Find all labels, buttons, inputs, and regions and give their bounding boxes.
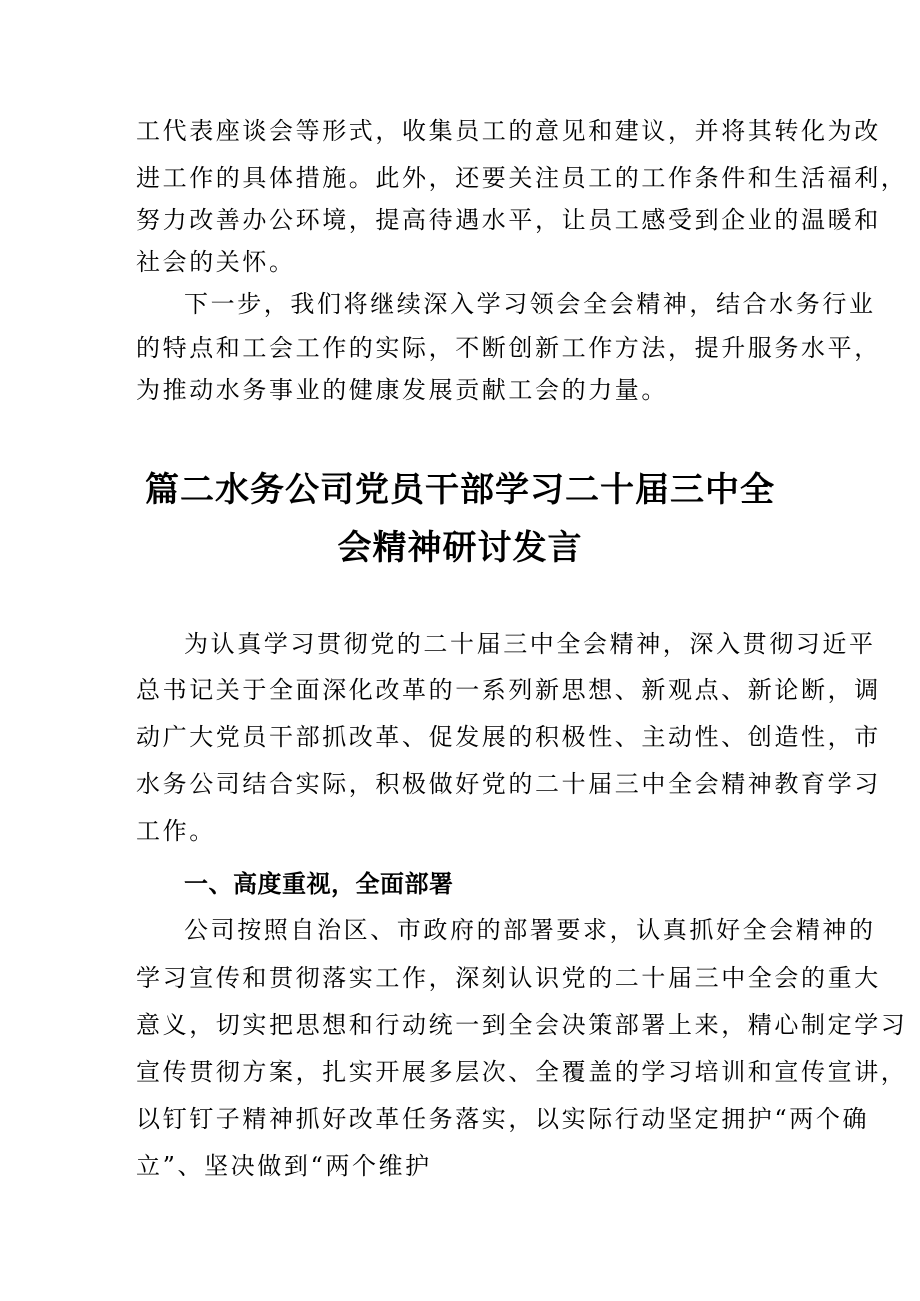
paragraph-line: 以钉钉子精神抓好改革任务落实，以实际行动坚定拥护“两个确 <box>136 1105 870 1133</box>
paragraph-line: 水务公司结合实际，积极做好党的二十届三中全会精神教育学习 <box>136 770 881 798</box>
paragraph-line: 立”、坚决做到“两个维护 <box>136 1152 432 1180</box>
paragraph-line: 为认真学习贯彻党的二十届三中全会精神，深入贯彻习近平 <box>184 630 876 658</box>
paragraph-line: 努力改善办公环境，提高待遇水平，让员工感受到企业的温暖和 <box>136 206 881 234</box>
article-title-line-2: 会精神研讨发言 <box>337 528 583 568</box>
paragraph-line: 的特点和工会工作的实际，不断创新工作方法，提升服务水平， <box>136 334 881 362</box>
paragraph-line: 意义，切实把思想和行动统一到全会决策部署上来，精心制定学习 <box>136 1011 908 1039</box>
paragraph-line: 进工作的具体措施。此外，还要关注员工的工作条件和生活福利， <box>136 164 908 192</box>
paragraph-line: 工作。 <box>136 817 216 845</box>
section-heading: 一、高度重视，全面部署 <box>184 870 454 898</box>
paragraph-line: 动广大党员干部抓改革、促发展的积极性、主动性、创造性，市 <box>136 723 881 751</box>
paragraph-line: 学习宣传和贯彻落实工作，深刻认识党的二十届三中全会的重大 <box>136 964 881 992</box>
paragraph-line: 总书记关于全面深化改革的一系列新思想、新观点、新论断，调 <box>136 676 881 704</box>
paragraph-line: 工代表座谈会等形式，收集员工的意见和建议，并将其转化为改 <box>136 117 881 145</box>
paragraph-line: 宣传贯彻方案，扎实开展多层次、全覆盖的学习培训和宣传宣讲， <box>136 1058 908 1086</box>
article-title-line-1: 篇二水务公司党员干部学习二十届三中全 <box>145 470 775 510</box>
paragraph-line: 公司按照自治区、市政府的部署要求，认真抓好全会精神的 <box>184 916 876 944</box>
paragraph-line: 下一步，我们将继续深入学习领会全会精神，结合水务行业 <box>184 290 876 318</box>
paragraph-line: 为推动水务事业的健康发展贡献工会的力量。 <box>136 376 668 404</box>
paragraph-line: 社会的关怀。 <box>136 248 296 276</box>
